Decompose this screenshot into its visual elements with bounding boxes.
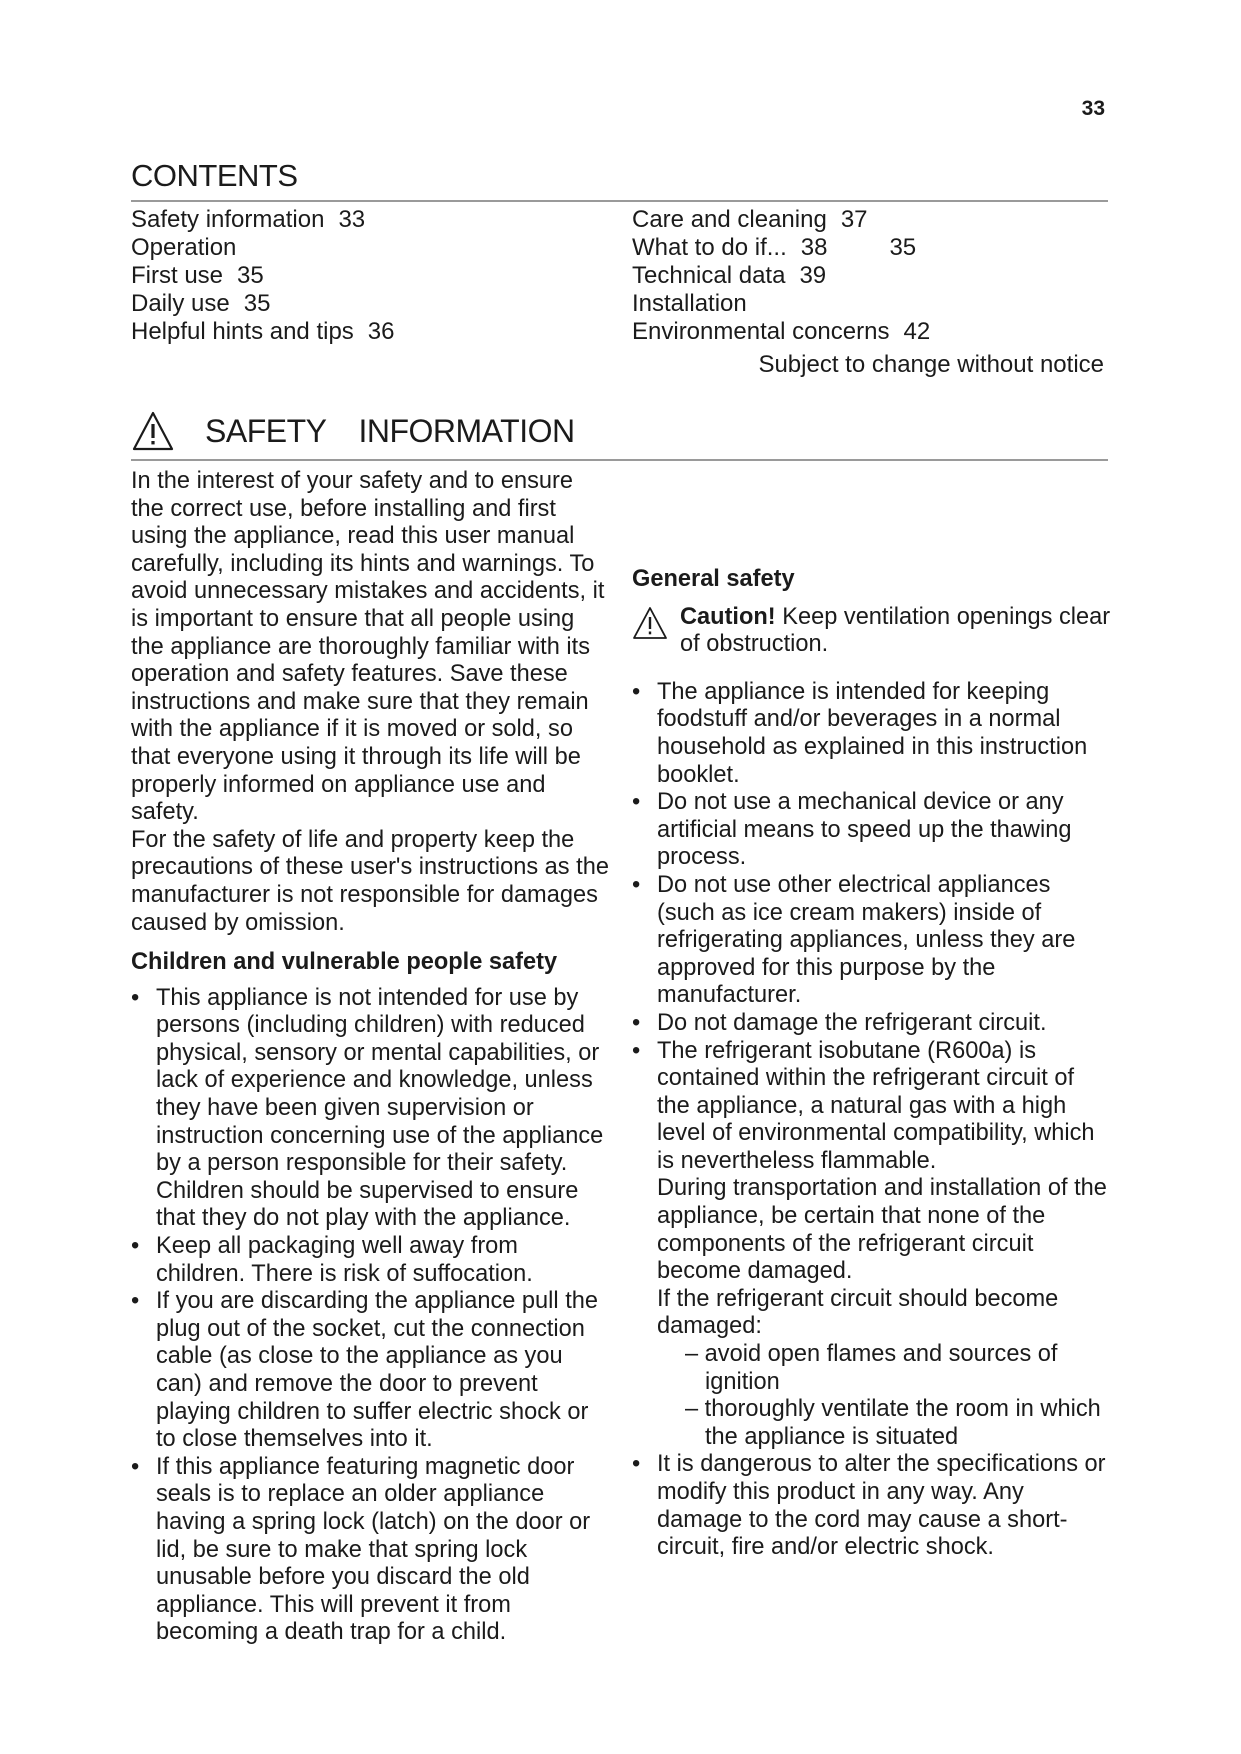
dash-item: – thoroughly ventilate the room in which the appliance is situated <box>685 1396 1101 1450</box>
list-item: • Do not damage the refrigerant circuit. <box>632 1010 1112 1038</box>
contents-title: CONTENTS <box>131 158 298 193</box>
caution-triangle-icon <box>632 606 668 640</box>
toc-entry[interactable]: Daily use 35 <box>131 290 271 317</box>
right-text-column <box>632 468 1112 1562</box>
list-item-note: Children should be supervised to ensure that they do not play with the appliance. <box>156 1177 579 1232</box>
left-text-column <box>131 468 611 1647</box>
toc-entry[interactable]: Installation <box>632 290 747 317</box>
children-safety-list <box>131 985 611 1647</box>
list-item: • Do not use other electrical appliances (such as ice cream makers) inside of refrigerating appliances, unless they are approved for this purpose by the manufacturer. <box>632 872 1112 1010</box>
toc-entry[interactable]: Environmental concerns 42 <box>632 318 931 345</box>
toc-right-column <box>632 206 930 346</box>
list-item-note: If the refrigerant circuit should become damaged: <box>657 1285 1059 1340</box>
safety-heading-word2: INFORMATION <box>358 412 575 449</box>
warning-triangle-icon <box>131 410 175 452</box>
children-safety-heading: Children and vulnerable people safety <box>131 949 558 976</box>
list-item: • The appliance is intended for keeping foodstuff and/or beverages in a normal household as explained in this instruction booklet. <box>632 679 1112 789</box>
toc-left-column <box>131 206 395 346</box>
safety-heading-word1: SAFETY <box>205 412 327 449</box>
toc-entry[interactable]: Helpful hints and tips 36 <box>131 318 395 345</box>
list-item: • It is dangerous to alter the specifications or modify this product in any way. Any damage to the cord may cause a short-circuit, fire and/or electric shock. <box>632 1451 1112 1561</box>
dash-item: – avoid open flames and sources of ignition <box>685 1341 1058 1395</box>
caution-text: Keep ventilation openings clear of obstruction. <box>680 603 1111 658</box>
general-safety-heading: General safety <box>632 566 795 592</box>
safety-rule <box>131 459 1108 461</box>
toc-entry[interactable]: First use 35 <box>131 262 264 289</box>
list-item: • Do not use a mechanical device or any artificial means to speed up the thawing process. <box>632 789 1112 872</box>
toc-entry[interactable]: Technical data 39 <box>632 262 827 289</box>
contents-rule <box>131 200 1108 202</box>
list-item: • The refrigerant isobutane (R600a) is contained within the refrigerant circuit of the appliance, a natural gas with a high level of environmental compatibility, which is nevertheless flammable. During transportation and installation of the appliance, be certain that none of the components of the refrigerant circuit become damaged. If the refrigerant circuit should become damaged: – avoid open flames and sources of ignition – thoroughly ventilate the room in which the appliance is situated <box>632 1038 1112 1452</box>
list-item: • Keep all packaging well away from children. There is risk of suffocation. <box>131 1233 611 1288</box>
intro-paragraph: For the safety of life and property keep the precautions of these user's instructions as the manufacturer is not responsible for damages caused by omission. <box>131 826 609 936</box>
toc-entry[interactable]: What to do if... 38 35 <box>632 234 917 261</box>
list-item: • This appliance is not intended for use by persons (including children) with reduced physical, sensory or mental capabilities, or lack of experience and knowledge, unless they have been given supervision or instruction concerning use of the appliance by a person responsible for their safety. Children should be supervised to ensure that they do not play with the appliance. <box>131 985 611 1233</box>
general-safety-list <box>632 679 1112 1562</box>
toc-entry[interactable]: Safety information 33 <box>131 206 366 233</box>
safety-heading <box>131 410 575 452</box>
caution-note <box>632 604 1112 659</box>
list-item: • If you are discarding the appliance pull the plug out of the socket, cut the connection cable (as close to the appliance as you can) and remove the door to prevent playing children to suffer electric shock or to close themselves into it. <box>131 1288 611 1454</box>
toc-entry[interactable]: Care and cleaning 37 <box>632 206 868 233</box>
intro-paragraph: In the interest of your safety and to ensure the correct use, before installing and first using the appliance, read this user manual carefully, including its hints and warnings. To avoid unnecessary mistakes and accidents, it is important to ensure that all people using the appliance are thoroughly familiar with its operation and safety features. Save these instructions and make sure that they remain with the appliance if it is moved or sold, so that everyone using it through its life will be properly informed on appliance use and safety. <box>131 468 605 826</box>
list-item: • If this appliance featuring magnetic door seals is to replace an older appliance having a spring lock (latch) on the door or lid, be sure to make that spring lock unusable before you discard the old appliance. This will prevent it from becoming a death trap for a child. <box>131 1454 611 1647</box>
list-item-note: During transportation and installation of the appliance, be certain that none of the components of the refrigerant circuit become damaged. <box>657 1175 1107 1285</box>
change-notice: Subject to change without notice <box>758 351 1104 378</box>
page-number: 33 <box>1081 97 1105 120</box>
toc-entry[interactable]: Operation <box>131 234 237 261</box>
column-continuation-spacer <box>632 468 1112 566</box>
caution-label: Caution! <box>680 603 776 630</box>
